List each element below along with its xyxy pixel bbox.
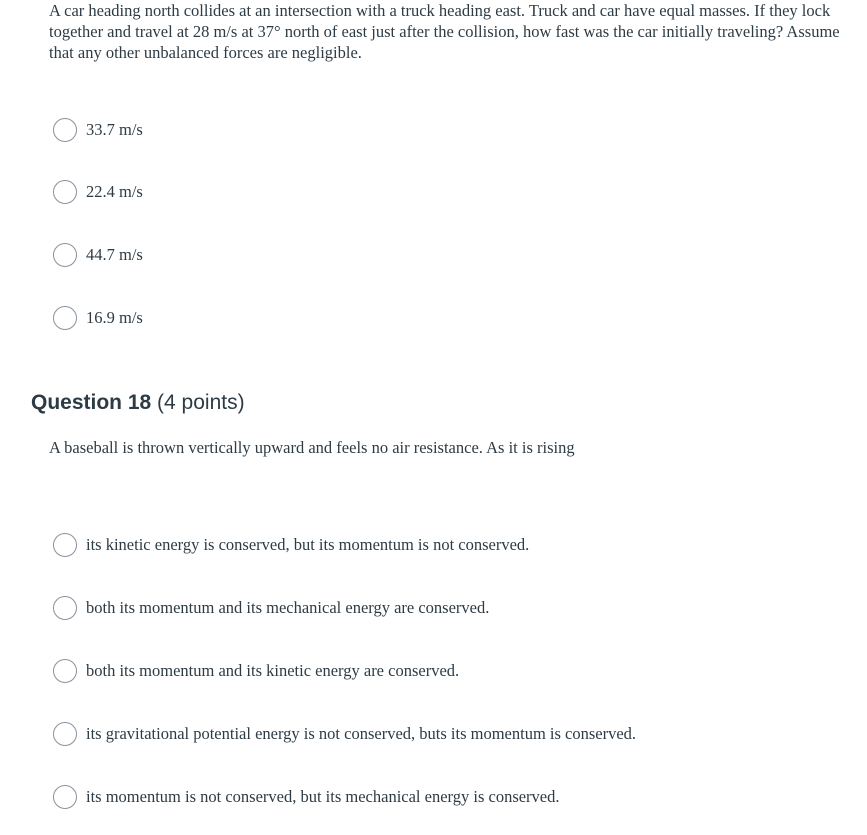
question-18-header: [31, 390, 245, 416]
option-label: both its momentum and its mechanical energy are conserved.: [86, 598, 490, 617]
q18-option-3[interactable]: [53, 657, 459, 685]
q17-option-4[interactable]: [53, 304, 143, 332]
question-points: (4 points): [157, 391, 245, 414]
option-label: 33.7 m/s: [86, 120, 143, 139]
radio-button[interactable]: [53, 533, 77, 557]
option-label: its gravitational potential energy is not conserved, buts its momentum is conserved.: [86, 724, 637, 743]
radio-button[interactable]: [53, 180, 77, 204]
radio-button[interactable]: [53, 785, 77, 809]
q18-option-4[interactable]: [53, 720, 636, 748]
radio-button[interactable]: [53, 659, 77, 683]
option-label: 44.7 m/s: [86, 245, 143, 264]
option-label: its kinetic energy is conserved, but its momentum is not conserved.: [86, 535, 530, 554]
radio-button[interactable]: [53, 118, 77, 142]
option-label: 22.4 m/s: [86, 182, 143, 201]
question-title: Question 18: [31, 391, 152, 414]
q17-option-1[interactable]: [53, 116, 143, 144]
option-label: both its momentum and its kinetic energy are conserved.: [86, 661, 460, 680]
q18-option-5[interactable]: [53, 783, 560, 811]
q17-option-2[interactable]: [53, 178, 143, 206]
option-label: 16.9 m/s: [86, 308, 143, 327]
radio-button[interactable]: [53, 306, 77, 330]
radio-button[interactable]: [53, 243, 77, 267]
option-label: its momentum is not conserved, but its mechanical energy is conserved.: [86, 787, 560, 806]
q17-option-3[interactable]: [53, 241, 143, 269]
question-17-text: A car heading north collides at an intersection with a truck heading east. Truck and car have equal masses. If they lock together and travel at 28 m/s at 37° north of east just after the collision, how fast was the car initially traveling? Assume that any other unbalanced forces are negligible.: [49, 1, 840, 62]
q18-option-1[interactable]: [53, 531, 529, 559]
radio-button[interactable]: [53, 596, 77, 620]
q18-option-2[interactable]: [53, 594, 489, 622]
question-18-text: A baseball is thrown vertically upward and feels no air resistance. As it is rising: [49, 438, 575, 457]
radio-button[interactable]: [53, 722, 77, 746]
